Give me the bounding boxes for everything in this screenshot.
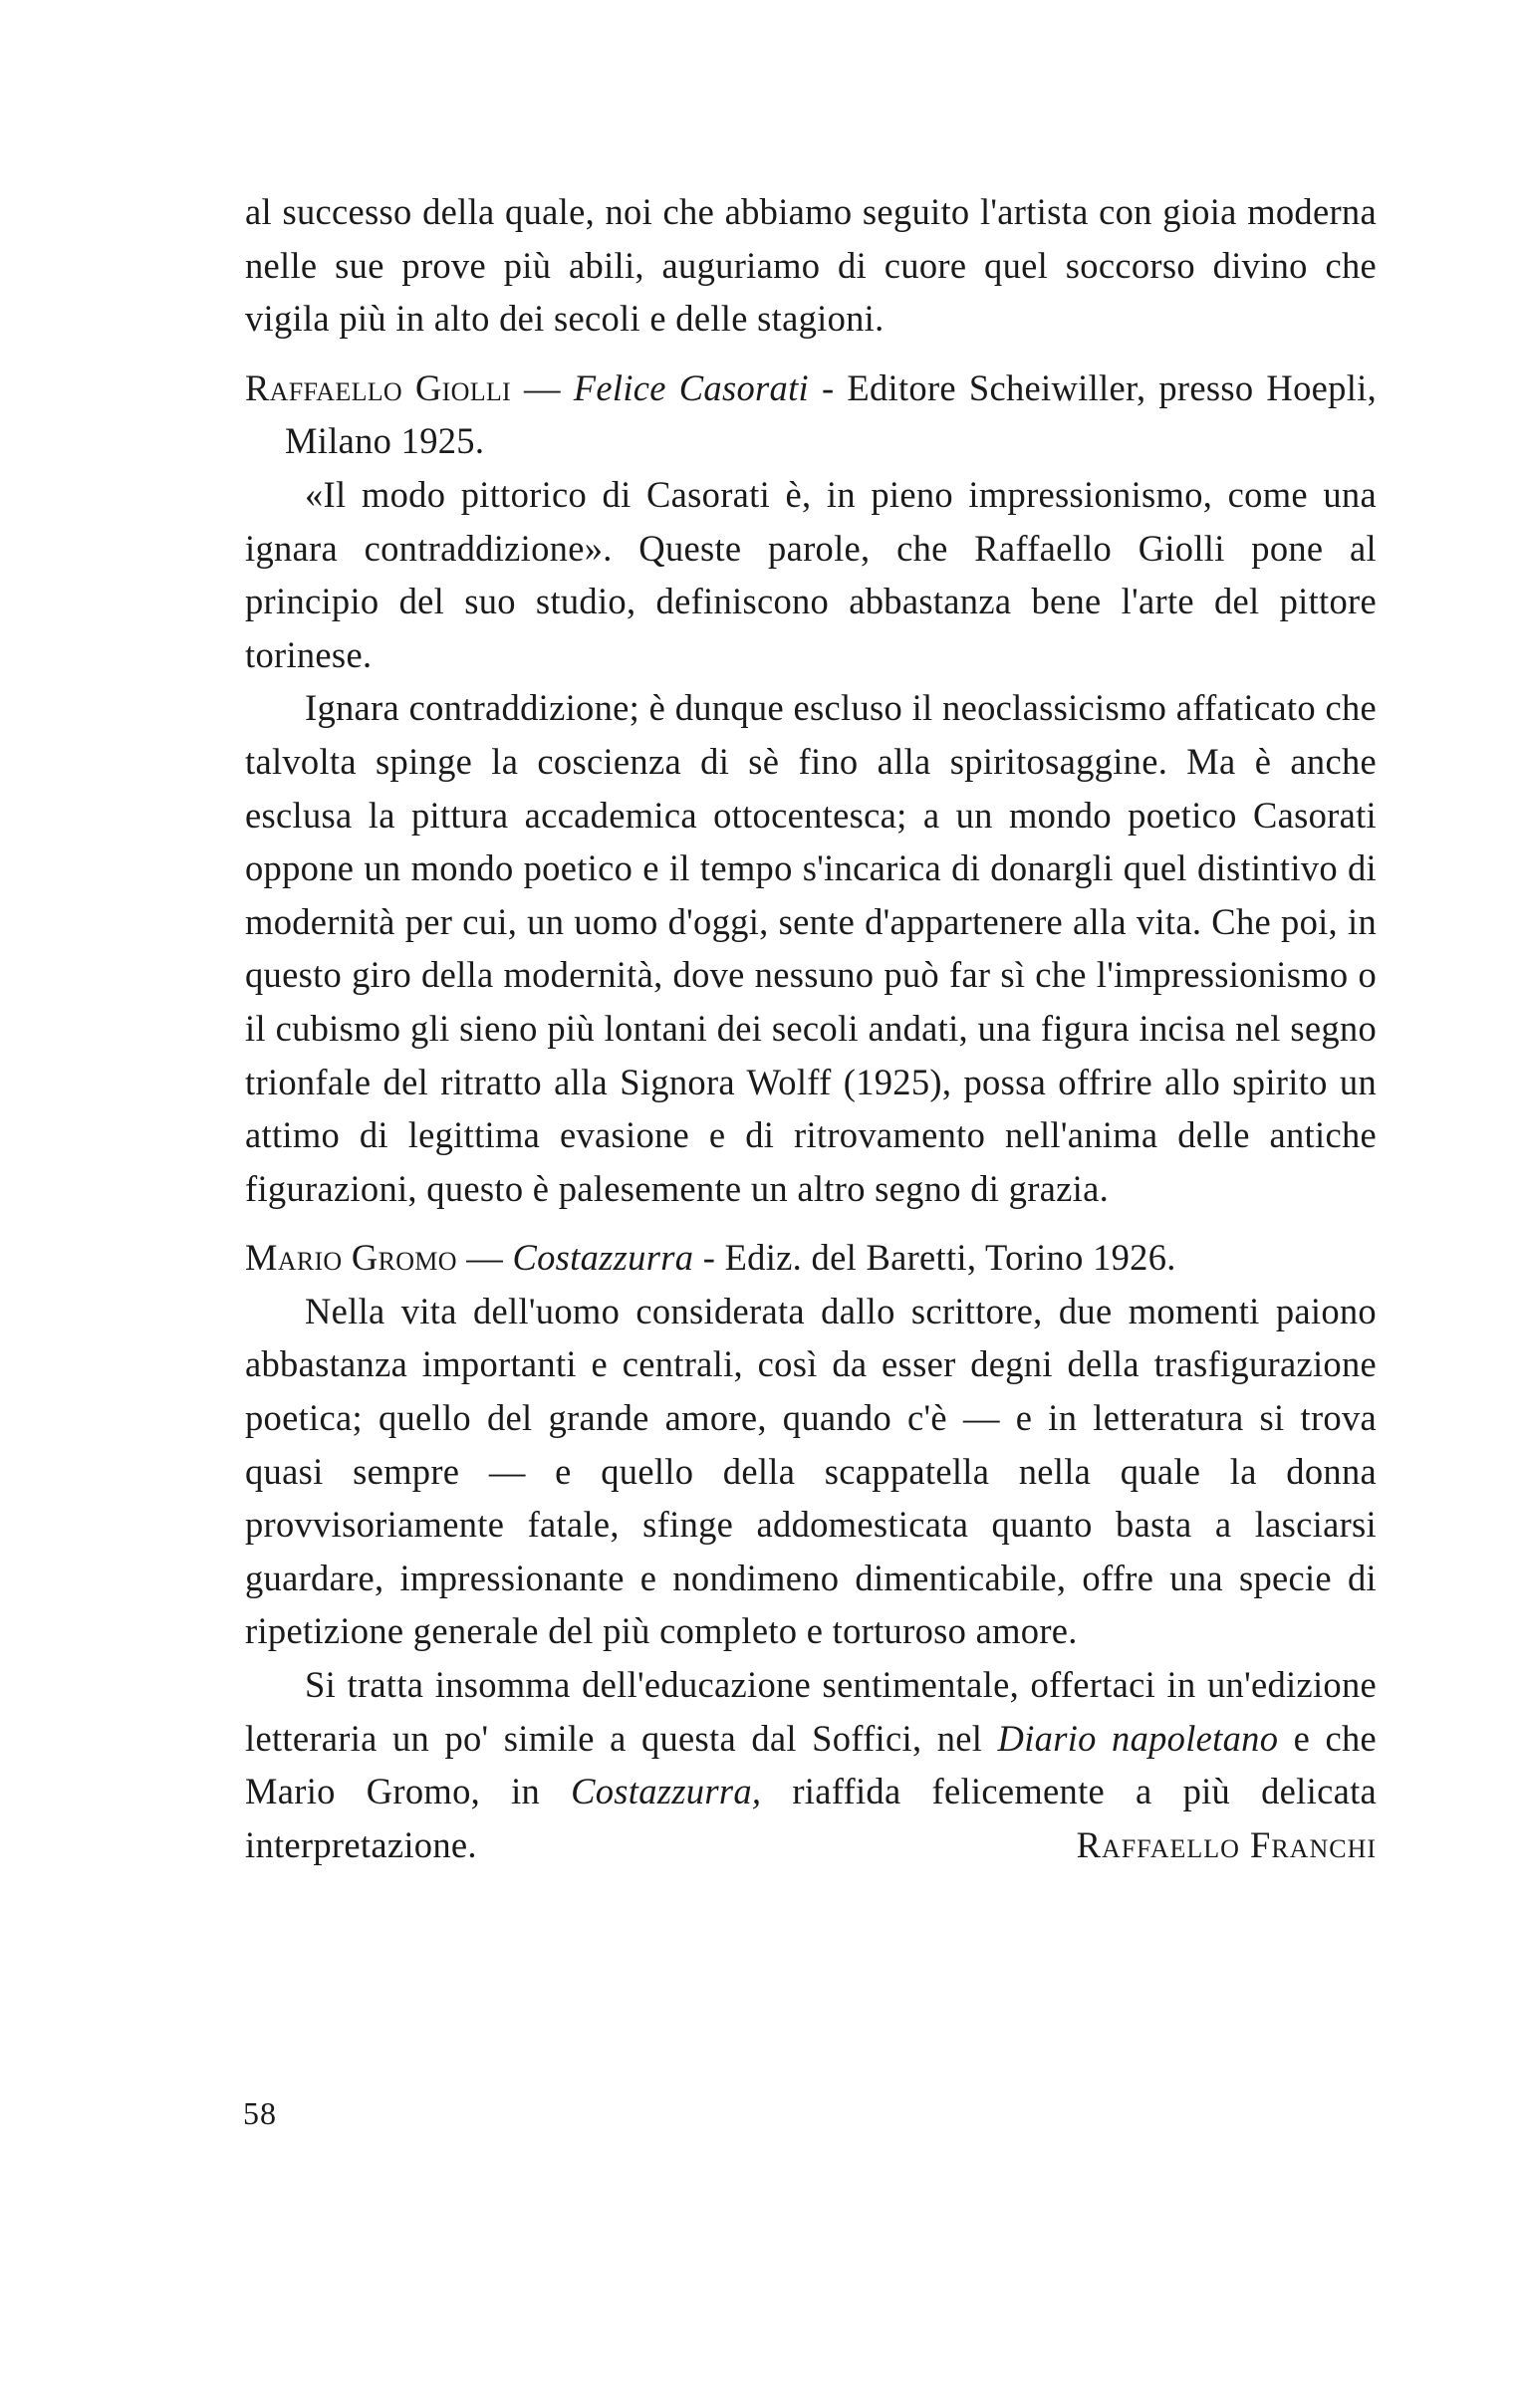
review-dash: — — [456, 1237, 513, 1279]
paragraph-text: e che Mario Gromo, in — [245, 1717, 1377, 1812]
review-author: Raffaello Giolli — [245, 366, 512, 408]
paragraph-text: riaffida felicemente a più delicata interpretazione. — [245, 1771, 1378, 1865]
page-number: 58 — [243, 2095, 277, 2131]
review-author: Mario Gromo — [245, 1237, 457, 1279]
paragraph-text: Si tratta insomma dell'educazione sentimentale, offertaci in un'edizione letteraria un po' simile a questa dal Soffici, nel — [245, 1664, 1377, 1759]
review-paragraph-final — [245, 1658, 1377, 1871]
reviewer-signature: Raffaello Franchi — [1076, 1823, 1377, 1865]
page-body — [245, 185, 1377, 1871]
review-heading-giolli — [245, 361, 1377, 468]
review-paragraph: Nella vita dell'uomo considerata dallo scrittore, due momenti paiono abbastanza importanti e centrali, così da esser degni della trasfigurazione poetica; quello del grande amore, quando c'è — e in letteratura si trova quasi sempre — e quello della scappatella nella quale la donna provvisoriamente fatale, sfinge addomesticata quanto basta a lasciarsi guardare, impressionante e nondimeno dimenticabile, offre una specie di ripetizione generale del più completo e torturoso amore. — [245, 1290, 1377, 1652]
review-paragraph: «Il modo pittorico di Casorati è, in pieno impressionismo, come una ignara contraddizione». Queste parole, che Raffaello Giolli pone al principio del suo studio, definiscono abbastanza bene l'arte del pittore torinese. — [245, 473, 1377, 675]
review-book-title: Felice Casorati — [573, 366, 809, 408]
cited-title: Diario napoletano — [997, 1717, 1279, 1759]
continuation-paragraph: al successo della quale, noi che abbiamo seguito l'artista con gioia moderna nelle sue prove più abili, auguriamo di cuore quel soccorso divino che vigila più in alto dei secoli e delle stagioni. — [245, 191, 1377, 340]
review-paragraph: Ignara contraddizione; è dunque escluso il neoclassicismo affaticato che talvolta spinge la coscienza di sè fino alla spiritosaggine. Ma è anche esclusa la pittura accademica ottocentesca; a un mondo poetico Casorati oppone un mondo poetico e il tempo s'incarica di donargli quel distintivo di modernità per cui, un uomo d'oggi, sente d'appartenere alla vita. Che poi, in questo giro della modernità, dove nessuno può far sì che l'impressionismo o il cubismo gli sieno più lontani dei secoli andati, una figura incisa nel segno trionfale del ritratto alla Signora Wolff (1925), possa offrire allo spirito un attimo di legittima evasione e di ritrovamento nell'anima delle antiche figurazioni, questo è palesemente un altro segno di grazia. — [245, 687, 1377, 1209]
cited-title: Costazzurra, — [571, 1771, 762, 1812]
review-heading-gromo — [245, 1231, 1377, 1285]
review-book-title: Costazzurra — [512, 1237, 694, 1279]
review-dash: — — [511, 366, 574, 408]
review-publisher: - Editore Scheiwiller, presso Hoepli, Milano 1925. — [285, 366, 1377, 462]
review-publisher: - Ediz. del Baretti, Torino 1926. — [693, 1237, 1176, 1279]
